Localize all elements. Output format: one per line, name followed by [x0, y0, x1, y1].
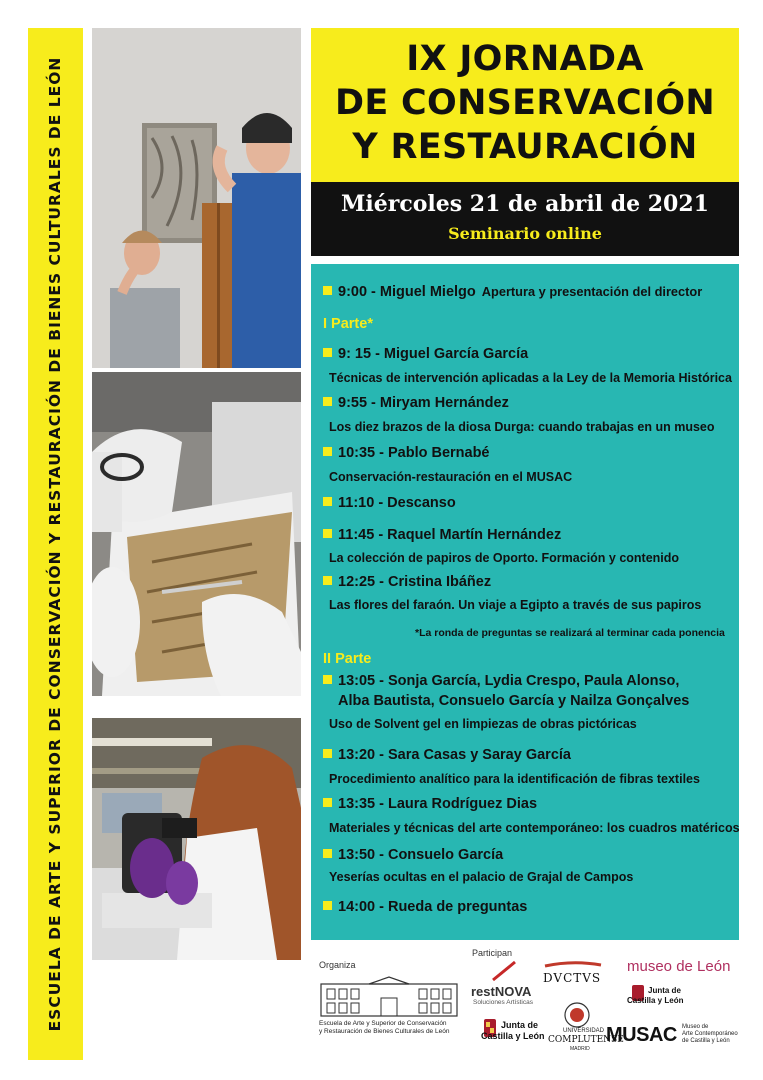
program-item: 10:35 - Pablo Bernabé [323, 445, 490, 461]
bullet-square-icon [323, 576, 332, 585]
program-item-desc: Los diez brazos de la diosa Durga: cuando trabajas en un museo [329, 420, 715, 434]
program-item-desc: La colección de papiros de Oporto. Formación y contenido [329, 551, 680, 565]
part2-label: II Parte [323, 651, 372, 667]
title-line-2: DE CONSERVACIÓN [335, 83, 715, 123]
bullet-square-icon [323, 798, 332, 807]
junta2-line1: Junta de [501, 1020, 539, 1030]
title-line-1: IX JORNADA [406, 39, 644, 79]
program-item: 11:45 - Raquel Martín Hernández [323, 527, 561, 543]
program-item-desc: Técnicas de intervención aplicadas a la Ley de la Memoria Histórica [329, 371, 732, 385]
ucm-line2: COMPLUTENSE [548, 1035, 624, 1045]
junta-line2: Castilla y León [627, 996, 684, 1005]
dvctvs-logo: DVCTVS [543, 971, 602, 985]
program-item: 9: 15 - Miguel García García [323, 346, 528, 362]
bullet-square-icon [323, 497, 332, 506]
photo-papyrus-restoration [92, 372, 301, 696]
title-box [311, 28, 739, 182]
junta-line1: Junta de [648, 986, 681, 995]
bullet-square-icon [323, 447, 332, 456]
escuela-name-line2: y Restauración de Bienes Culturales de León [319, 1028, 450, 1035]
escuela-building-icon [319, 976, 459, 1018]
bullet-square-icon [323, 529, 332, 538]
event-date: Miércoles 21 de abril de 2021 [341, 191, 709, 217]
organiza-label: Organiza [319, 960, 356, 970]
program-item-desc: Conservación-restauración en el MUSAC [329, 470, 573, 484]
program-item: 9:55 - Miryam Hernández [323, 395, 509, 411]
dvctvs-brush-icon [543, 960, 603, 970]
bullet-square-icon [323, 675, 332, 684]
program-opening: 9:00 - Miguel Mielgo Apertura y presentación del director [323, 284, 702, 300]
program-panel [311, 264, 739, 940]
ucm-line1: UNIVERSIDAD [563, 1028, 605, 1034]
bullet-square-icon [323, 849, 332, 858]
program-item-desc: Procedimiento analítico para la identificación de fibras textiles [329, 772, 700, 786]
program-item-desc: Uso de Solvent gel en limpiezas de obras pictóricas [329, 717, 637, 731]
program-item: 13:05 - Sonja García, Lydia Crespo, Paula Alonso, [323, 673, 679, 689]
program-item-questions: 14:00 - Rueda de preguntas [323, 899, 527, 915]
program-item-desc: Yeserías ocultas en el palacio de Grajal de Campos [329, 870, 634, 884]
program-item-desc: Materiales y técnicas del arte contemporáneo: los cuadros matéricos [329, 821, 740, 835]
bullet-square-icon [323, 749, 332, 758]
bullet-square-icon [323, 286, 332, 295]
bullet-square-icon [323, 901, 332, 910]
part1-label: I Parte* [323, 316, 373, 332]
musac-sub-3: de Castilla y León [682, 1038, 730, 1044]
side-vertical-text: ESCUELA DE ARTE Y SUPERIOR DE CONSERVACIÓN Y RESTAURACIÓN DE BIENES CULTURALES DE LEÓN [46, 56, 64, 1032]
museo-leon-logo: museo de León [627, 958, 731, 975]
ucm-line3: MADRID [570, 1046, 590, 1052]
program-item: 12:25 - Cristina Ibáñez [323, 574, 491, 590]
restnova-subtitle: Soluciones Artísticas [473, 999, 533, 1006]
program-item: 13:50 - Consuelo García [323, 847, 503, 863]
junta2-line2: Castilla y León [481, 1031, 545, 1041]
musac-sub-1: Museo de [682, 1024, 709, 1030]
seminar-label: Seminario online [448, 224, 602, 243]
escuela-name-line1: Escuela de Arte y Superior de Conservación [319, 1020, 447, 1027]
logos-area [311, 946, 739, 1060]
program-item-cont: Alba Bautista, Consuelo García y Nailza Gonçalves [338, 693, 690, 709]
restnova-logo: restNOVA [471, 984, 532, 999]
program-item-desc: Las flores del faraón. Un viaje a Egipto a través de sus papiros [329, 598, 702, 612]
title-line-3: Y RESTAURACIÓN [352, 127, 698, 167]
participan-label: Participan [472, 948, 513, 958]
photo-microscope [92, 718, 301, 960]
program-item: 13:35 - Laura Rodríguez Dias [323, 796, 537, 812]
program-item-break: 11:10 - Descanso [323, 495, 456, 511]
questions-note: *La ronda de preguntas se realizará al terminar cada ponencia [415, 627, 725, 639]
program-item: 13:20 - Sara Casas y Saray García [323, 747, 571, 763]
musac-sub-2: Arte Contemporáneo [682, 1031, 738, 1037]
ucm-seal-icon [564, 1002, 590, 1028]
bullet-square-icon [323, 348, 332, 357]
date-box [311, 182, 739, 256]
restnova-quill-icon [489, 960, 519, 982]
photo-restorers-panel [92, 28, 301, 368]
musac-logo: MUSAC [606, 1024, 677, 1046]
bullet-square-icon [323, 397, 332, 406]
